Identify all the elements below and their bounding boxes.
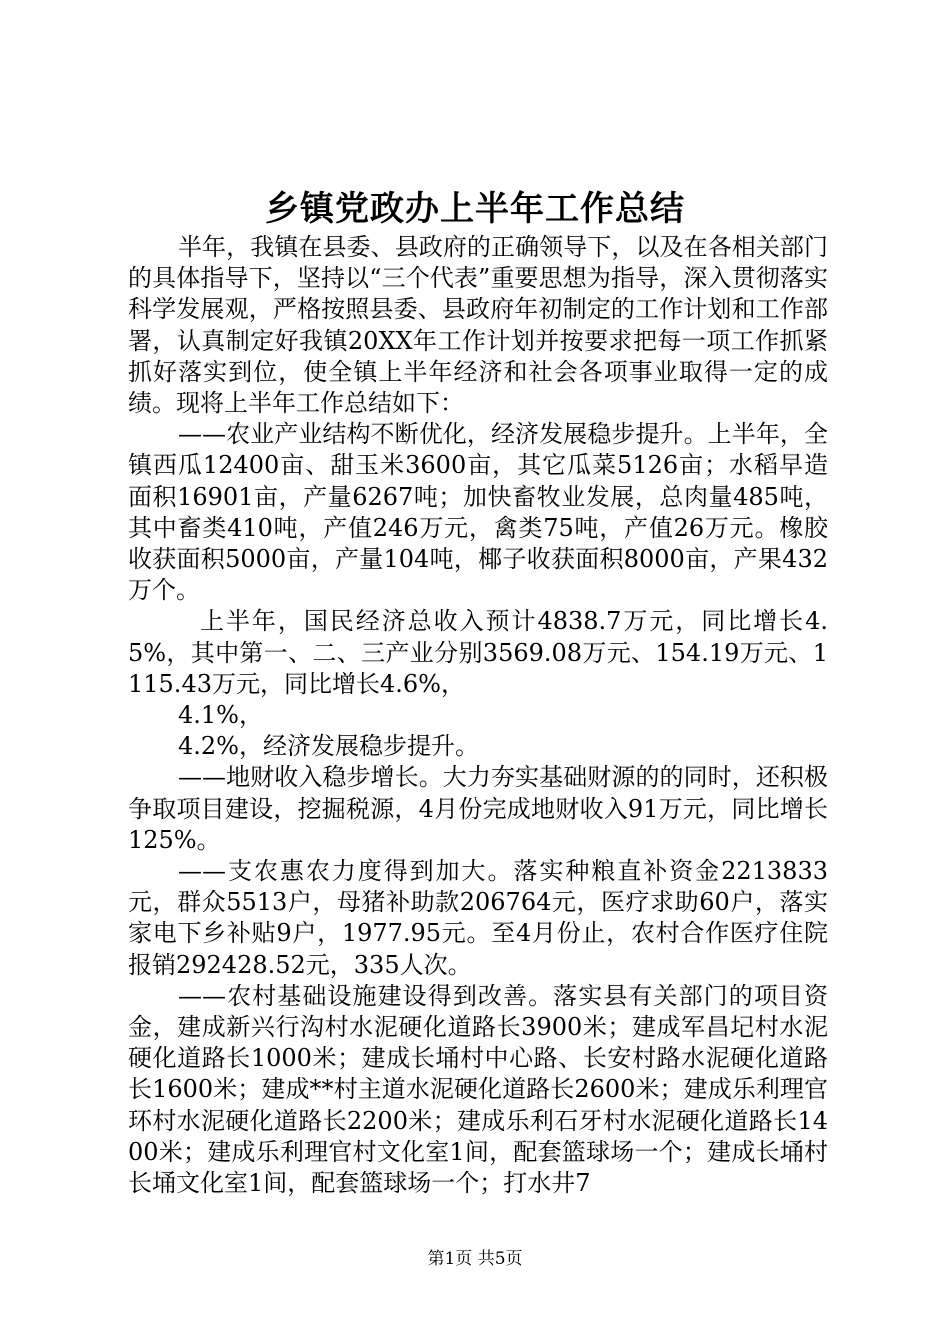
paragraph-economy: 上半年，国民经济总收入预计4838.7万元，同比增长4.5%，其中第一、二、三产业分别3569.08万元、154.19万元、1115.43万元，同比增长4.6%， — [128, 607, 828, 698]
paragraph-support: ——支农惠农力度得到加大。落实种粮直补资金2213833元，群众5513户，母猪补助款206764元，医疗求助60户，落实家电下乡补贴9户，1977.95元。至4月份止，农村合作医疗住院报销292428.52元，335人次。 — [128, 857, 828, 979]
document-title: 乡镇党政办上半年工作总结 — [265, 189, 685, 229]
document-body — [128, 232, 828, 1199]
page-footer: 第1页 共5页 — [427, 1249, 523, 1269]
paragraph-agriculture: ——农业产业结构不断优化，经济发展稳步提升。上半年，全镇西瓜12400亩、甜玉米3600亩，其它瓜菜5126亩；水稻早造面积16901亩，产量6267吨；加快畜牧业发展，总肉量485吨，其中畜类410吨，产值246万元，禽类75吨，产值26万元。橡胶收获面积5000亩，产量104吨，椰子收获面积8000亩，产果432万个。 — [128, 420, 828, 605]
paragraph-revenue: ——地财收入稳步增长。大力夯实基础财源的的同时，还积极争取项目建设，挖掘税源，4月份完成地财收入91万元，同比增长125%。 — [128, 763, 828, 854]
paragraph-growth-1: 4.1%， — [178, 701, 263, 730]
paragraph-growth-2: 4.2%，经济发展稳步提升。 — [178, 732, 479, 761]
paragraph-infrastructure: ——农村基础设施建设得到改善。落实县有关部门的项目资金，建成新兴行沟村水泥硬化道路长3900米；建成军昌圮村水泥硬化道路长1000米；建成长埇村中心路、长安村路水泥硬化道路长1600米；建成**村主道水泥硬化道路长2600米；建成乐利理官环村水泥硬化道路长2200米；建成乐利石牙村水泥硬化道路长1400米；建成乐利理官村文化室1间，配套篮球场一个；建成长埇村长埇文化室1间，配套篮球场一个；打水井7 — [128, 981, 828, 1198]
paragraph-intro: 半年，我镇在县委、县政府的正确领导下，以及在各相关部门的具体指导下，坚持以“三个代表”重要思想为指导，深入贯彻落实科学发展观，严格按照县委、县政府年初制定的工作计划和工作部署，认真制定好我镇20XX年工作计划并按要求把每一项工作抓紧抓好落实到位，使全镇上半年经济和社会各项事业取得一定的成绩。现将上半年工作总结如下： — [128, 233, 828, 418]
